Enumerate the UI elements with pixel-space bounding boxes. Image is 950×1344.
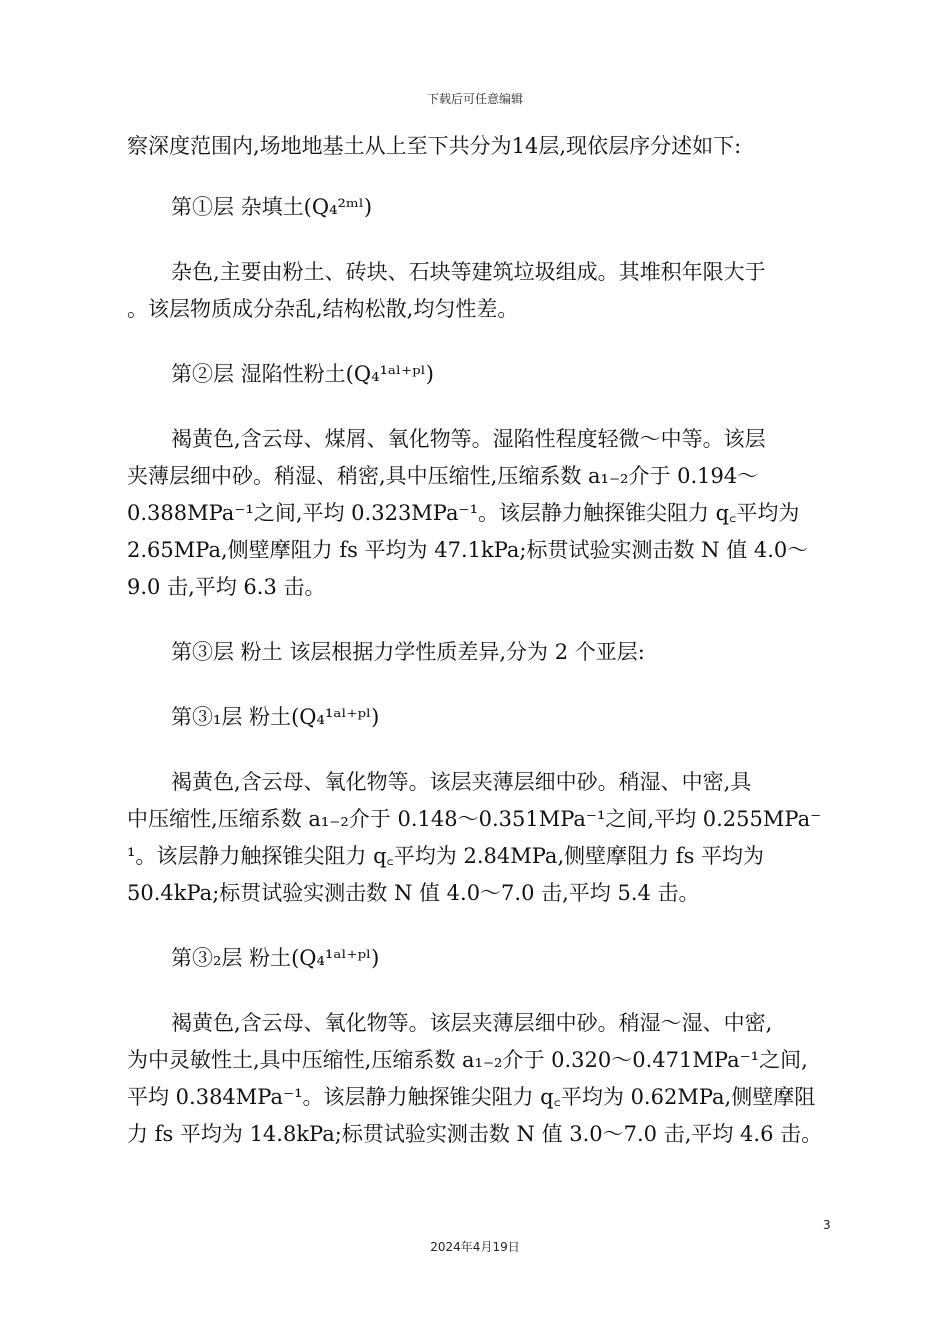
paragraph-line: 夹薄层细中砂。稍湿、稍密,具中压缩性,压缩系数 a₁₋₂介于 0.194～ <box>127 464 759 488</box>
layer3-1-paragraph <box>127 764 839 912</box>
layer3-heading: 第③层 粉土 该层根据力学性质差异,分为 2 个亚层: <box>171 640 645 664</box>
paragraph-line: 。该层物质成分杂乱,结构松散,均匀性差。 <box>127 297 519 321</box>
paragraph-line: 0.388MPa⁻¹之间,平均 0.323MPa⁻¹。该层静力触探锥尖阻力 q꜀平均为 <box>127 501 800 525</box>
paragraph-line: 9.0 击,平均 6.3 击。 <box>127 575 326 599</box>
paragraph-line: 褐黄色,含云母、氧化物等。该层夹薄层细中砂。稍湿～湿、中密, <box>171 1011 773 1035</box>
paragraph-line: 杂色,主要由粉土、砖块、石块等建筑垃圾组成。其堆积年限大于 <box>171 260 766 284</box>
page-number: 3 <box>823 1218 831 1232</box>
paragraph-line: 50.4kPa;标贯试验实测击数 N 值 4.0～7.0 击,平均 5.4 击。 <box>127 881 700 905</box>
page-header: 下载后可任意编辑 <box>426 92 523 106</box>
paragraph-line: 褐黄色,含云母、氧化物等。该层夹薄层细中砂。稍湿、中密,具 <box>171 770 752 794</box>
footer-date: 2024年4月19日 <box>430 1240 520 1254</box>
layer3-2-heading: 第③₂层 粉土(Q₄¹ᵃˡ⁺ᵖˡ) <box>171 946 380 970</box>
layer2-heading: 第②层 湿陷性粉土(Q₄¹ᵃˡ⁺ᵖˡ) <box>171 362 434 386</box>
layer1-heading: 第①层 杂填土(Q₄²ᵐˡ) <box>171 195 373 219</box>
intro-line: 察深度范围内,场地地基土从上至下共分为14层,现依层序分述如下: <box>127 134 742 158</box>
document-body <box>127 128 839 1181</box>
paragraph-line: 力 fs 平均为 14.8kPa;标贯试验实测击数 N 值 3.0～7.0 击,平均 4.6 击。 <box>127 1122 823 1146</box>
paragraph-line: 中压缩性,压缩系数 a₁₋₂介于 0.148～0.351MPa⁻¹之间,平均 0.255MPa⁻ <box>127 807 822 831</box>
layer2-paragraph <box>127 421 839 606</box>
layer1-paragraph <box>127 254 839 328</box>
paragraph-line: ¹。该层静力触探锥尖阻力 q꜀平均为 2.84MPa,侧壁摩阻力 fs 平均为 <box>127 844 765 868</box>
paragraph-line: 褐黄色,含云母、煤屑、氧化物等。湿陷性程度轻微～中等。该层 <box>171 427 766 451</box>
layer3-1-heading: 第③₁层 粉土(Q₄¹ᵃˡ⁺ᵖˡ) <box>171 705 380 729</box>
layer3-2-paragraph <box>127 1005 839 1153</box>
paragraph-line: 为中灵敏性土,具中压缩性,压缩系数 a₁₋₂介于 0.320～0.471MPa⁻¹之间, <box>127 1048 808 1072</box>
paragraph-line: 平均 0.384MPa⁻¹。该层静力触探锥尖阻力 q꜀平均为 0.62MPa,侧壁摩阻 <box>127 1085 816 1109</box>
intro-paragraph <box>127 128 839 165</box>
paragraph-line: 2.65MPa,侧壁摩阻力 fs 平均为 47.1kPa;标贯试验实测击数 N 值 4.0～ <box>127 538 809 562</box>
